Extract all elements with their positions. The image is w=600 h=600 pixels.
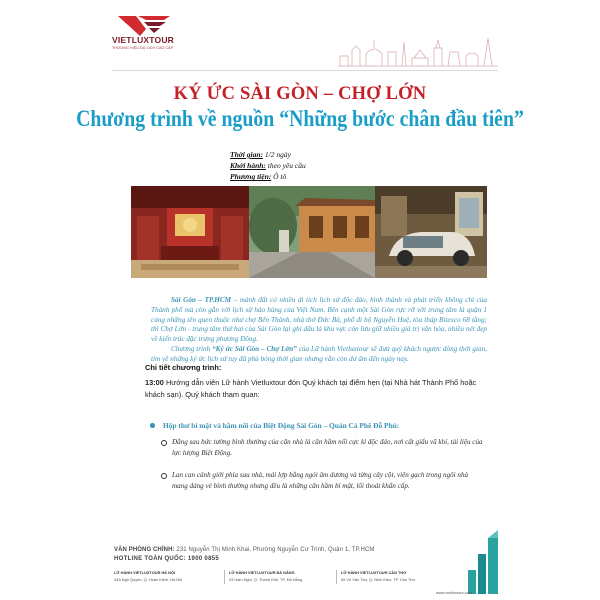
intro-text <box>151 296 487 365</box>
program-name: “Ký ức Sài Gòn – Chợ Lớn” <box>212 344 297 353</box>
intro-highlight: Sài Gòn – TP.HCM <box>171 296 232 304</box>
branch-divider <box>336 570 337 584</box>
page-title: KÝ ỨC SÀI GÒN – CHỢ LỚN <box>173 84 427 104</box>
hotline: HOTLINE TOÀN QUỐC: 1900 0855 <box>114 556 219 562</box>
program-heading: Chi tiết chương trình: <box>145 363 222 372</box>
brand-slogan: THƯƠNG HIỆU DU LỊCH CAO CẤP <box>112 46 174 50</box>
meta-transport <box>230 171 370 182</box>
website-link[interactable]: www.vietluxtour.com <box>436 590 473 595</box>
office-address: 231 Nguyễn Thị Minh Khai, Phường Nguyễn Cư Trinh, Quận 1, TP.HCM <box>174 547 375 553</box>
intro-body: – mảnh đất có nhiều di tích lịch sử độc đáo, hình thành và phát triển không chỉ của Thành phố mà còn gắn với lịch sử hào hùng của Việt Nam. Bên cạnh một Sài Gòn rực rỡ với trung tâm là quận 1 cùng những tên quen thuộc như chợ Bến Thành, nhà thờ Đức Bà, phố đi bộ Nguyễn Huệ, tòa tháp Bitexco 68 tầng; thì Chợ Lớn - trung tâm thứ hai của Sài Gòn lại ghi dấu là khu vực còn lưu giữ nhiều giá trị văn hóa, nhiều nét đẹp về kiến trúc đặc trưng phương Đông. <box>151 296 487 344</box>
branch-divider <box>224 570 225 584</box>
branch-address: 43A Ngô Quyền, Q. Hoàn Kiếm, Hà Nội <box>114 577 183 582</box>
meta-duration <box>230 149 370 160</box>
brand-name: VIETLUXTOUR <box>112 35 175 45</box>
meta-value: theo yêu cầu <box>265 161 306 171</box>
page-subtitle: Chương trình về nguồn “Những bước chân đầu tiên” <box>76 106 524 131</box>
branch-name: LỮ HÀNH VIETLUXTOUR ĐÀ NẴNG <box>229 570 295 575</box>
header-divider <box>112 70 498 71</box>
meta-value: 1/2 ngày <box>263 150 291 159</box>
branch-address: 93 Hàm Nghi, Q. Thanh Khê, TP. Đà Nẵng <box>229 577 303 582</box>
program-schedule <box>145 377 485 402</box>
intro-paragraph <box>151 296 487 345</box>
main-office <box>114 547 375 553</box>
branch-hanoi <box>114 570 226 582</box>
meta-departure <box>230 160 370 171</box>
place-detail: Lan can cánh giới phía sau nhà, mái lợp bằng ngói âm dương và từng cây cột, viên gạch trong ngôi nhà mang dáng vẻ bình thường nhưng đều là những căn hầm bí mật, lối thoát khẩn cấp. <box>172 470 484 491</box>
branch-cantho <box>341 570 453 582</box>
tour-meta <box>230 149 370 183</box>
photo-altar-room <box>131 186 249 278</box>
branch-danang <box>229 570 341 582</box>
meta-key: Phương tiện: <box>230 172 272 182</box>
meta-key: Khởi hành: <box>230 161 266 171</box>
skyline-illustration <box>338 34 498 68</box>
intro-body: của Lữ hành Vietluxtour sẽ đưa quý khách ngược dòng thời gian, tìm về những ký ức lịch sử tuy đã phủ bóng thời gian nhưng vẫn còn dư âm đến ngày nay. <box>151 344 488 363</box>
schedule-text: Hướng dẫn viên Lữ hành Vietluxtour đón Quý khách tại điểm hẹn (tại Nhà hát Thành Phố hoặc khách sạn). Quý khách tham quan: <box>145 378 477 400</box>
place-title: Hộp thư bí mật và hầm nổi của Biệt Động Sài Gòn – Quán Cà Phê Đỗ Phủ: <box>163 421 483 430</box>
photo-vintage-car <box>375 186 487 278</box>
branch-address: 59 Võ Văn Tần, Q. Ninh Kiều, TP. Cần Thơ <box>341 577 416 582</box>
branch-name: LỮ HÀNH VIETLUXTOUR HÀ NỘI <box>114 570 176 575</box>
photo-garden-house <box>249 186 375 278</box>
intro-paragraph <box>151 345 487 365</box>
branch-name: LỮ HÀNH VIETLUXTOUR CẦN THƠ <box>341 570 407 575</box>
meta-key: Thời gian: <box>230 150 263 159</box>
footer-decoration <box>466 530 500 594</box>
schedule-time: 13:00 <box>145 378 164 387</box>
place-detail: Đằng sau bức tường bình thường của căn nhà là căn hầm nổi cực kì độc đáo, nơi cất giấu vũ khí, tài liệu của lực lượng Biệt Động. <box>172 438 483 457</box>
office-label: VĂN PHÒNG CHÍNH: <box>114 547 175 553</box>
meta-value: Ô tô <box>271 172 287 182</box>
intro-prefix: Chương trình <box>171 344 213 353</box>
